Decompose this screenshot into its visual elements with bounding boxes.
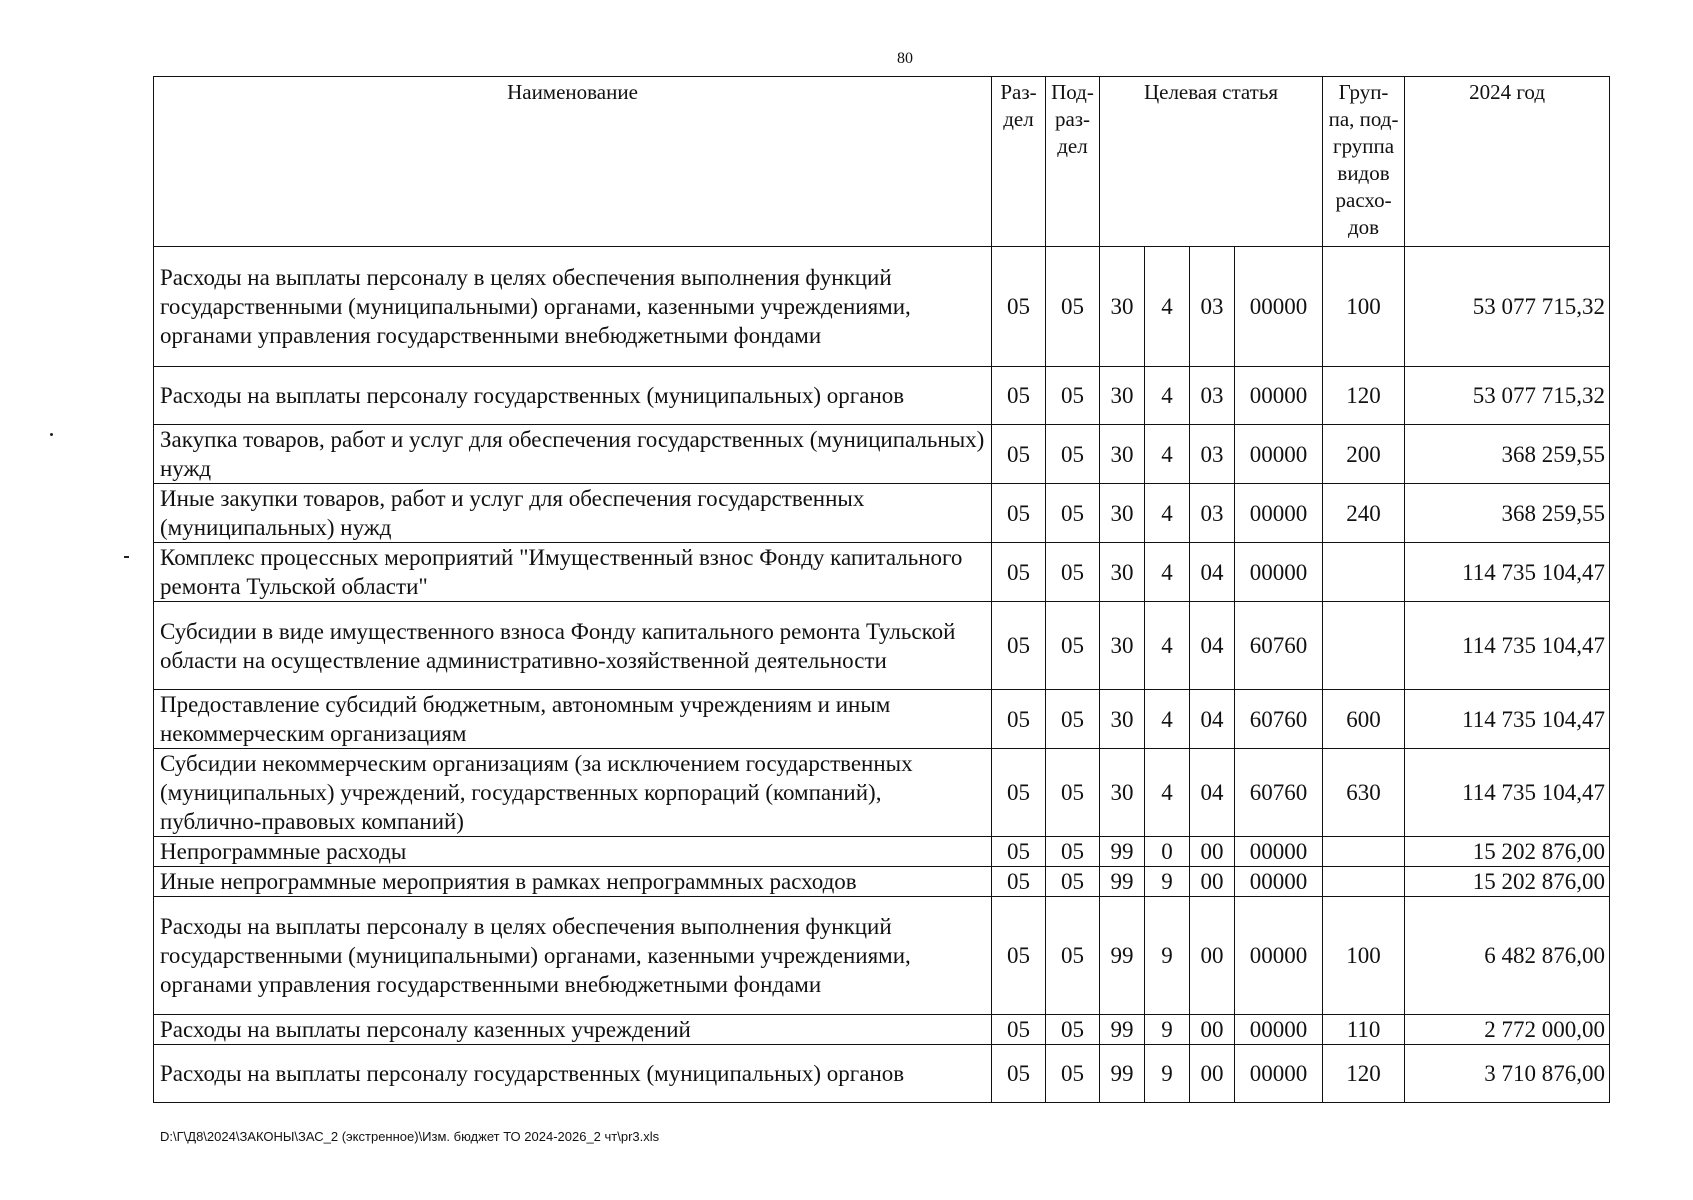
row-subsection: 05	[1046, 867, 1100, 897]
row-expense-group	[1323, 837, 1405, 867]
row-amount: 114 735 104,47	[1405, 602, 1610, 690]
row-subsection: 05	[1046, 247, 1100, 367]
row-name: Комплекс процессных мероприятий "Имущественный взнос Фонду капитального ремонта Тульской области"	[154, 543, 992, 602]
row-target-complex: 03	[1190, 425, 1235, 484]
table-body	[154, 247, 1610, 1103]
header-year-2024: 2024 год	[1405, 77, 1610, 247]
header-expense-group: Груп- па, под- группа видов расхо- дов	[1323, 77, 1405, 247]
row-name: Предоставление субсидий бюджетным, автономным учреждениям и иным некоммерческим организациям	[154, 690, 992, 749]
row-target-program: 30	[1100, 484, 1145, 543]
row-section: 05	[992, 367, 1046, 425]
row-target-type: 4	[1145, 425, 1190, 484]
row-target-direction: 00000	[1235, 543, 1323, 602]
row-target-direction: 60760	[1235, 602, 1323, 690]
row-name: Субсидии некоммерческим организациям (за исключением государственных (муниципальных) учреждений, государственных корпораций (компаний), публично-правовых компаний)	[154, 749, 992, 837]
row-target-complex: 03	[1190, 484, 1235, 543]
row-target-type: 4	[1145, 749, 1190, 837]
row-target-complex: 03	[1190, 367, 1235, 425]
row-subsection: 05	[1046, 1015, 1100, 1045]
row-expense-group	[1323, 867, 1405, 897]
scan-speck	[50, 433, 53, 436]
row-subsection: 05	[1046, 425, 1100, 484]
table-row	[154, 602, 1610, 690]
row-amount: 53 077 715,32	[1405, 247, 1610, 367]
row-amount: 114 735 104,47	[1405, 749, 1610, 837]
row-expense-group: 120	[1323, 1045, 1405, 1103]
row-subsection: 05	[1046, 367, 1100, 425]
row-target-type: 4	[1145, 543, 1190, 602]
row-expense-group: 600	[1323, 690, 1405, 749]
row-target-program: 30	[1100, 247, 1145, 367]
row-target-program: 99	[1100, 837, 1145, 867]
row-section: 05	[992, 425, 1046, 484]
row-section: 05	[992, 837, 1046, 867]
row-target-type: 4	[1145, 367, 1190, 425]
row-target-direction: 60760	[1235, 690, 1323, 749]
row-target-complex: 04	[1190, 543, 1235, 602]
row-section: 05	[992, 247, 1046, 367]
row-amount: 368 259,55	[1405, 484, 1610, 543]
row-target-complex: 00	[1190, 1045, 1235, 1103]
row-expense-group: 630	[1323, 749, 1405, 837]
row-target-type: 9	[1145, 1015, 1190, 1045]
header-section: Раз- дел	[992, 77, 1046, 247]
row-expense-group: 200	[1323, 425, 1405, 484]
row-target-program: 99	[1100, 897, 1145, 1015]
row-section: 05	[992, 1015, 1046, 1045]
row-section: 05	[992, 749, 1046, 837]
row-name: Субсидии в виде имущественного взноса Фонду капитального ремонта Тульской области на осуществление административно-хозяйственной деятельности	[154, 602, 992, 690]
table-header-row	[154, 77, 1610, 247]
row-amount: 53 077 715,32	[1405, 367, 1610, 425]
row-name: Расходы на выплаты персоналу государственных (муниципальных) органов	[154, 367, 992, 425]
table-row	[154, 367, 1610, 425]
row-target-program: 99	[1100, 1045, 1145, 1103]
row-amount: 114 735 104,47	[1405, 543, 1610, 602]
row-target-program: 30	[1100, 425, 1145, 484]
table-row	[154, 1015, 1610, 1045]
row-target-type: 9	[1145, 867, 1190, 897]
row-expense-group: 110	[1323, 1015, 1405, 1045]
row-name: Непрограммные расходы	[154, 837, 992, 867]
row-target-direction: 00000	[1235, 1015, 1323, 1045]
row-target-complex: 03	[1190, 247, 1235, 367]
file-path-footer: D:\Г\Д8\2024\ЗАКОНЫ\ЗАС_2 (экстренное)\Изм. бюджет ТО 2024-2026_2 чт\pr3.xls	[160, 1129, 660, 1144]
row-subsection: 05	[1046, 543, 1100, 602]
row-target-direction: 00000	[1235, 484, 1323, 543]
row-target-program: 30	[1100, 367, 1145, 425]
row-target-type: 9	[1145, 897, 1190, 1015]
row-target-program: 30	[1100, 543, 1145, 602]
row-target-direction: 00000	[1235, 425, 1323, 484]
row-section: 05	[992, 484, 1046, 543]
row-section: 05	[992, 690, 1046, 749]
row-target-complex: 04	[1190, 690, 1235, 749]
row-target-type: 4	[1145, 602, 1190, 690]
row-name: Расходы на выплаты персоналу в целях обеспечения выполнения функций государственными (муниципальными) органами, казенными учреждениями, органами управления государственными внебюджетными фондами	[154, 247, 992, 367]
row-section: 05	[992, 897, 1046, 1015]
page-number: 80	[897, 50, 913, 67]
row-target-type: 0	[1145, 837, 1190, 867]
row-target-type: 9	[1145, 1045, 1190, 1103]
row-target-type: 4	[1145, 690, 1190, 749]
row-subsection: 05	[1046, 897, 1100, 1015]
row-expense-group: 100	[1323, 247, 1405, 367]
row-subsection: 05	[1046, 1045, 1100, 1103]
row-target-complex: 00	[1190, 837, 1235, 867]
row-target-direction: 00000	[1235, 867, 1323, 897]
row-amount: 15 202 876,00	[1405, 837, 1610, 867]
row-section: 05	[992, 867, 1046, 897]
table-row	[154, 484, 1610, 543]
row-subsection: 05	[1046, 837, 1100, 867]
row-target-complex: 04	[1190, 602, 1235, 690]
header-subsection: Под- раз- дел	[1046, 77, 1100, 247]
row-target-complex: 00	[1190, 867, 1235, 897]
row-name: Закупка товаров, работ и услуг для обеспечения государственных (муниципальных) нужд	[154, 425, 992, 484]
row-name: Иные закупки товаров, работ и услуг для обеспечения государственных (муниципальных) нужд	[154, 484, 992, 543]
table-row	[154, 543, 1610, 602]
row-amount: 114 735 104,47	[1405, 690, 1610, 749]
header-name: Наименование	[154, 77, 992, 247]
row-section: 05	[992, 543, 1046, 602]
scan-speck	[124, 556, 129, 558]
row-name: Расходы на выплаты персоналу государственных (муниципальных) органов	[154, 1045, 992, 1103]
row-amount: 6 482 876,00	[1405, 897, 1610, 1015]
table-row	[154, 425, 1610, 484]
row-target-program: 99	[1100, 867, 1145, 897]
row-expense-group: 100	[1323, 897, 1405, 1015]
row-target-complex: 00	[1190, 1015, 1235, 1045]
row-target-type: 4	[1145, 247, 1190, 367]
row-section: 05	[992, 1045, 1046, 1103]
budget-table	[153, 76, 1610, 1103]
row-amount: 368 259,55	[1405, 425, 1610, 484]
row-target-direction: 00000	[1235, 247, 1323, 367]
row-subsection: 05	[1046, 690, 1100, 749]
row-subsection: 05	[1046, 602, 1100, 690]
table-row	[154, 247, 1610, 367]
row-target-direction: 00000	[1235, 367, 1323, 425]
row-name: Иные непрограммные мероприятия в рамках непрограммных расходов	[154, 867, 992, 897]
row-target-direction: 00000	[1235, 837, 1323, 867]
row-expense-group	[1323, 602, 1405, 690]
table-row	[154, 837, 1610, 867]
table-row	[154, 867, 1610, 897]
row-section: 05	[992, 602, 1046, 690]
row-subsection: 05	[1046, 749, 1100, 837]
table-row	[154, 749, 1610, 837]
row-target-program: 99	[1100, 1015, 1145, 1045]
row-amount: 15 202 876,00	[1405, 867, 1610, 897]
row-expense-group	[1323, 543, 1405, 602]
row-target-type: 4	[1145, 484, 1190, 543]
row-amount: 2 772 000,00	[1405, 1015, 1610, 1045]
table-row	[154, 897, 1610, 1015]
row-target-program: 30	[1100, 690, 1145, 749]
table-row	[154, 1045, 1610, 1103]
row-target-program: 30	[1100, 749, 1145, 837]
header-target-article: Целевая статья	[1100, 77, 1323, 247]
row-expense-group: 120	[1323, 367, 1405, 425]
row-name: Расходы на выплаты персоналу в целях обеспечения выполнения функций государственными (муниципальными) органами, казенными учреждениями, органами управления государственными внебюджетными фондами	[154, 897, 992, 1015]
row-target-direction: 00000	[1235, 897, 1323, 1015]
row-amount: 3 710 876,00	[1405, 1045, 1610, 1103]
row-expense-group: 240	[1323, 484, 1405, 543]
row-target-program: 30	[1100, 602, 1145, 690]
row-target-direction: 60760	[1235, 749, 1323, 837]
row-target-complex: 04	[1190, 749, 1235, 837]
row-subsection: 05	[1046, 484, 1100, 543]
row-name: Расходы на выплаты персоналу казенных учреждений	[154, 1015, 992, 1045]
row-target-complex: 00	[1190, 897, 1235, 1015]
row-target-direction: 00000	[1235, 1045, 1323, 1103]
table-row	[154, 690, 1610, 749]
